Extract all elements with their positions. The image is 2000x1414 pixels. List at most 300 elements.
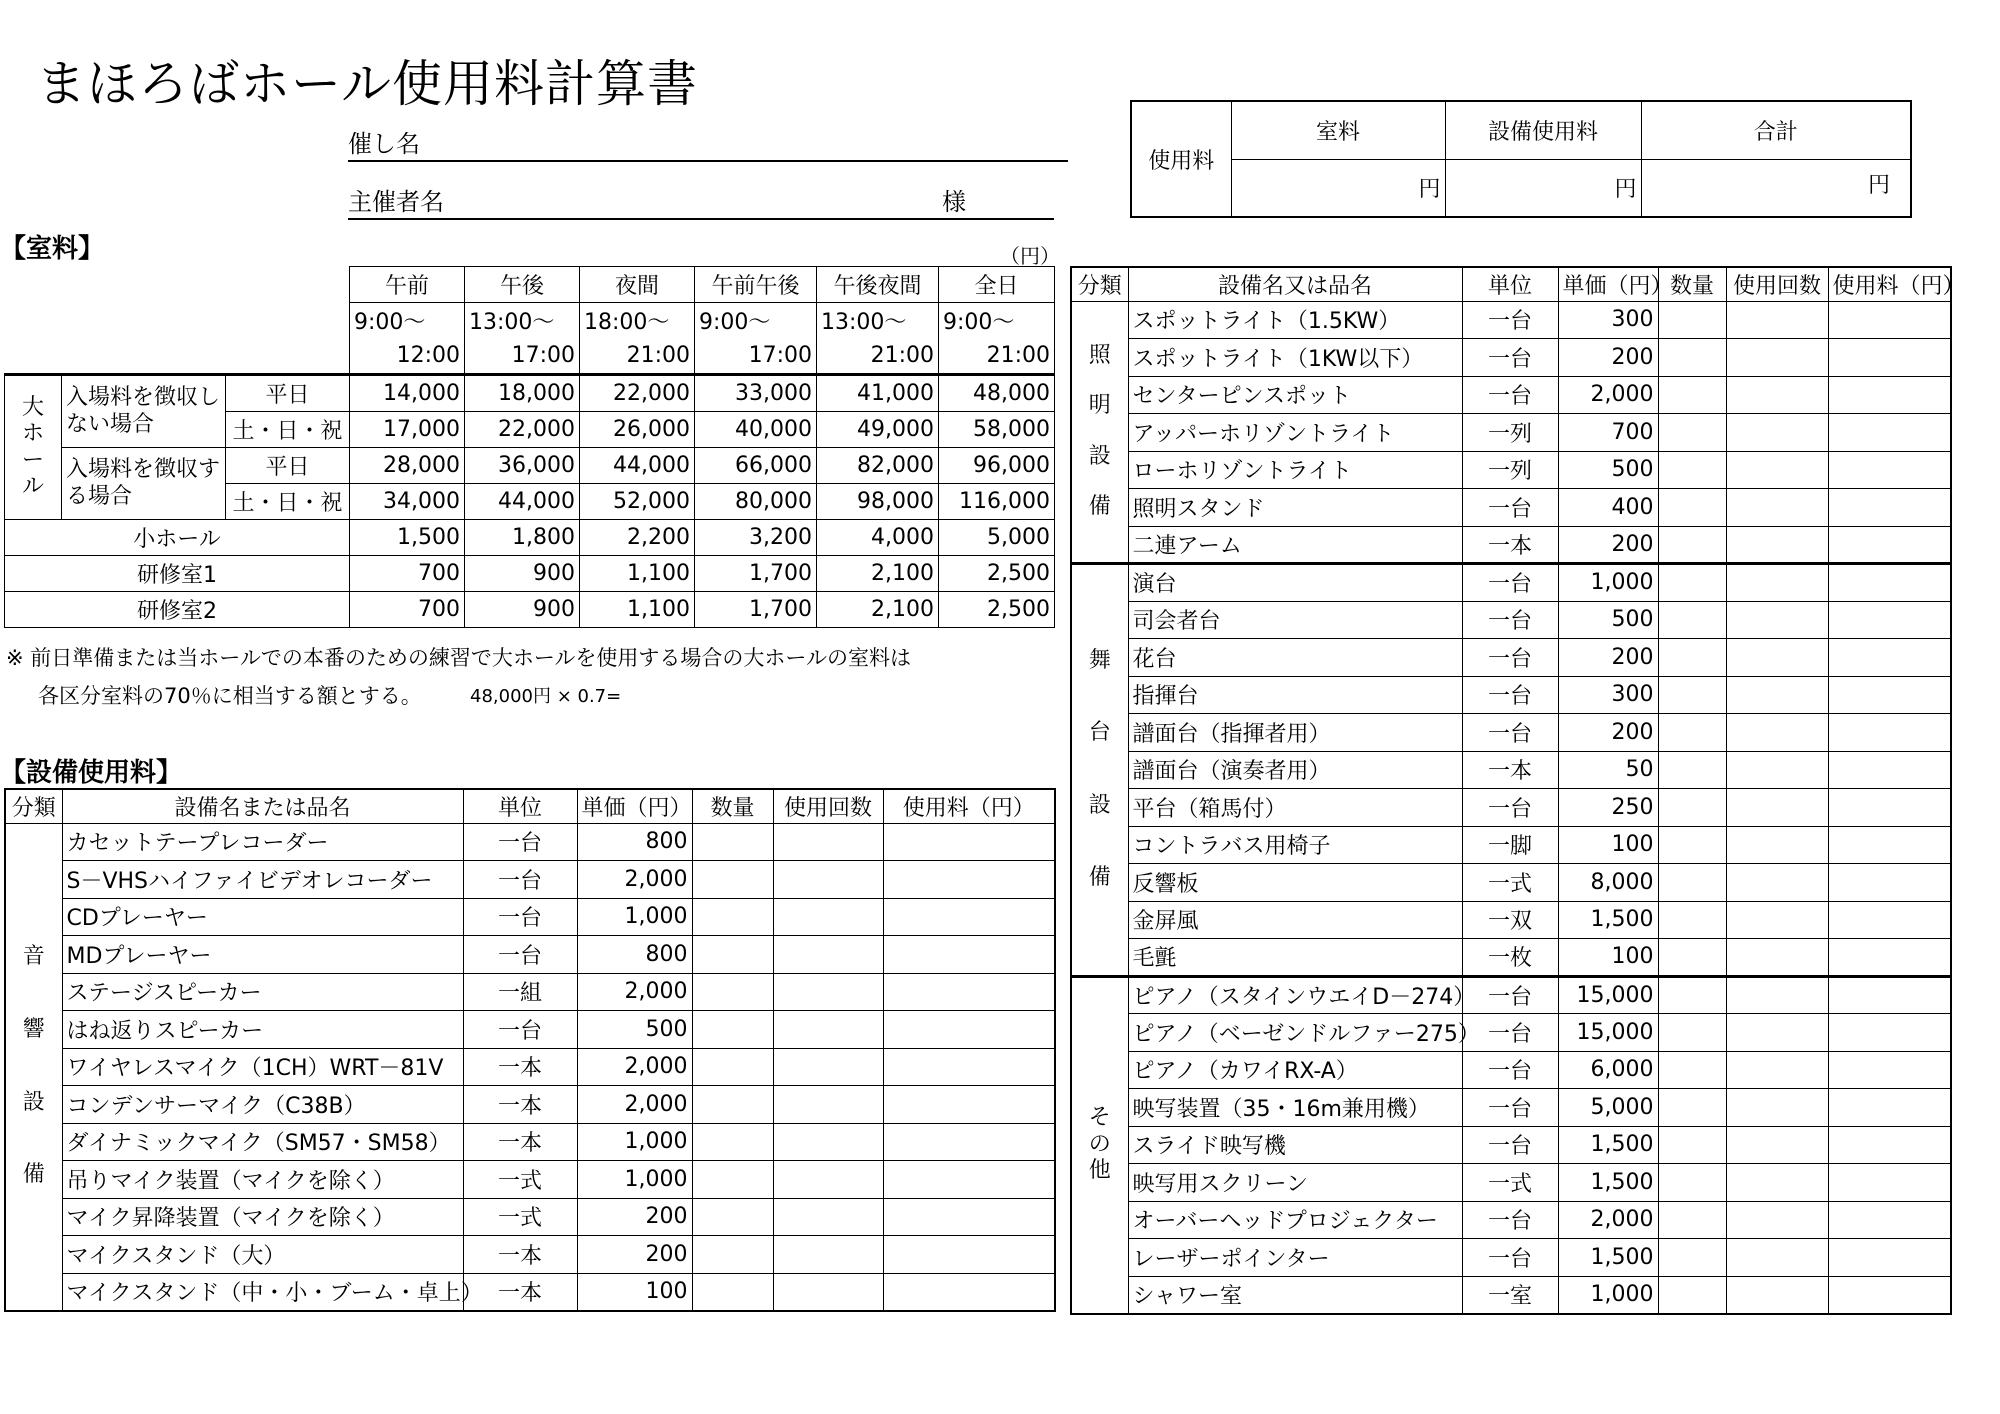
audio-equipment-table: [4, 788, 1056, 1312]
times-used-input-cell[interactable]: [1726, 1089, 1828, 1127]
header-quantity: 数量: [692, 789, 773, 823]
fee-input-cell[interactable]: [1828, 1201, 1951, 1239]
fee-cell: 14,000: [350, 375, 465, 412]
fee-input-cell[interactable]: [1828, 676, 1951, 714]
item-unit-price: 500: [1558, 451, 1658, 489]
fee-input-cell[interactable]: [1828, 1089, 1951, 1127]
header-times-used: 使用回数: [1726, 267, 1828, 301]
table-row: [1071, 376, 1951, 414]
item-unit: 一台: [463, 936, 577, 974]
quantity-input-cell[interactable]: [1658, 451, 1726, 489]
item-name: 譜面台（演奏者用）: [1128, 751, 1462, 789]
times-used-input-cell[interactable]: [1726, 489, 1828, 527]
fee-cell: 28,000: [350, 448, 465, 484]
fee-cell: 17,000: [350, 412, 465, 448]
quantity-input-cell[interactable]: [692, 1161, 773, 1199]
quantity-input-cell[interactable]: [1658, 526, 1726, 564]
fee-input-cell[interactable]: [1828, 1014, 1951, 1052]
item-name: レーザーポインター: [1128, 1239, 1462, 1277]
times-used-input-cell[interactable]: [1726, 1276, 1828, 1314]
times-used-input-cell[interactable]: [773, 1236, 883, 1274]
table-row: [1071, 676, 1951, 714]
table-row: [1071, 526, 1951, 564]
rehearsal-note-line2: 各区分室料の70％に相当する額とする。: [38, 684, 422, 708]
fee-input-cell[interactable]: [1828, 1276, 1951, 1314]
item-unit: 一台: [1462, 489, 1558, 527]
fee-cell: 80,000: [695, 484, 817, 520]
times-used-input-cell[interactable]: [1726, 1239, 1828, 1277]
quantity-input-cell[interactable]: [692, 1198, 773, 1236]
item-unit-price: 100: [1558, 826, 1658, 864]
fee-input-cell[interactable]: [1828, 1239, 1951, 1277]
item-unit-price: 8,000: [1558, 864, 1658, 902]
times-used-input-cell[interactable]: [773, 936, 883, 974]
item-name: 平台（箱馬付）: [1128, 789, 1462, 827]
fee-input-cell[interactable]: [1828, 376, 1951, 414]
fee-cell: 116,000: [939, 484, 1055, 520]
fee-cell: 1,100: [580, 556, 695, 592]
times-used-input-cell[interactable]: [1726, 1051, 1828, 1089]
times-used-input-cell[interactable]: [773, 973, 883, 1011]
item-unit: 一台: [1462, 714, 1558, 752]
col-header-afternoon-night: 午後夜間: [817, 267, 939, 303]
quantity-input-cell[interactable]: [692, 1048, 773, 1086]
fee-cell: 1,800: [465, 520, 580, 556]
fee-input-cell[interactable]: [883, 1161, 1055, 1199]
item-unit: 一台: [463, 898, 577, 936]
fee-cell: 900: [465, 556, 580, 592]
item-name: スポットライト（1.5KW）: [1128, 301, 1462, 339]
quantity-input-cell[interactable]: [1658, 1201, 1726, 1239]
times-used-input-cell[interactable]: [1726, 339, 1828, 377]
item-name: センターピンスポット: [1128, 376, 1462, 414]
organizer-name-line[interactable]: [348, 182, 1054, 220]
item-unit: 一台: [1462, 301, 1558, 339]
col-header-morning-afternoon: 午前午後: [695, 267, 817, 303]
end-time: 17:00: [465, 338, 580, 375]
fee-input-cell[interactable]: [1828, 1051, 1951, 1089]
start-time: 9:00～: [350, 303, 465, 339]
table-row: [1071, 826, 1951, 864]
times-used-input-cell[interactable]: [1726, 789, 1828, 827]
table-row: [1071, 1239, 1951, 1277]
times-used-input-cell[interactable]: [1726, 564, 1828, 602]
table-row: [1071, 414, 1951, 452]
yen-unit: 円: [1418, 177, 1441, 203]
times-used-input-cell[interactable]: [1726, 1164, 1828, 1202]
rehearsal-note-line1: ※ 前日準備または当ホールでの本番のための練習で大ホールを使用する場合の大ホールの室料は: [6, 646, 912, 670]
fee-input-cell[interactable]: [1828, 564, 1951, 602]
organizer-name-label: 主催者名: [348, 188, 444, 216]
item-name: はね返りスピーカー: [62, 1011, 463, 1049]
times-used-input-cell[interactable]: [1726, 451, 1828, 489]
quantity-input-cell[interactable]: [1658, 1126, 1726, 1164]
times-used-input-cell[interactable]: [773, 1048, 883, 1086]
times-used-input-cell[interactable]: [1726, 301, 1828, 339]
times-used-input-cell[interactable]: [773, 1086, 883, 1124]
table-row: [1071, 489, 1951, 527]
item-unit: 一台: [1462, 639, 1558, 677]
quantity-input-cell[interactable]: [692, 936, 773, 974]
item-unit: 一枚: [1462, 939, 1558, 977]
fee-cell: 700: [350, 556, 465, 592]
end-time: 21:00: [580, 338, 695, 375]
item-unit: 一台: [1462, 376, 1558, 414]
quantity-input-cell[interactable]: [692, 1273, 773, 1311]
item-unit-price: 2,000: [577, 861, 692, 899]
fee-input-cell[interactable]: [1828, 1164, 1951, 1202]
summary-header-room: 室料: [1231, 101, 1445, 159]
quantity-input-cell[interactable]: [1658, 676, 1726, 714]
item-unit-price: 2,000: [577, 973, 692, 1011]
summary-equipment-fee[interactable]: [1445, 159, 1641, 217]
quantity-input-cell[interactable]: [1658, 1089, 1726, 1127]
item-unit-price: 1,000: [1558, 1276, 1658, 1314]
summary-row-label: 使用料: [1131, 101, 1231, 217]
fee-cell: 2,500: [939, 592, 1055, 628]
fee-cell: 49,000: [817, 412, 939, 448]
fee-input-cell[interactable]: [1828, 601, 1951, 639]
item-unit: 一台: [1462, 564, 1558, 602]
table-row: [1071, 1051, 1951, 1089]
item-unit: 一台: [1462, 789, 1558, 827]
weekday-label: 平日: [226, 448, 350, 484]
times-used-input-cell[interactable]: [1726, 376, 1828, 414]
fee-cell: 82,000: [817, 448, 939, 484]
header-category: 分類: [1071, 267, 1128, 301]
fee-cell: 1,700: [695, 556, 817, 592]
quantity-input-cell[interactable]: [1658, 489, 1726, 527]
fee-input-cell[interactable]: [1828, 714, 1951, 752]
quantity-input-cell[interactable]: [1658, 1164, 1726, 1202]
times-used-input-cell[interactable]: [773, 823, 883, 861]
times-used-input-cell[interactable]: [773, 861, 883, 899]
event-name-line[interactable]: [348, 124, 1068, 162]
item-unit: 一台: [1462, 1201, 1558, 1239]
quantity-input-cell[interactable]: [1658, 1051, 1726, 1089]
table-row: [5, 861, 1055, 899]
item-name: 照明スタンド: [1128, 489, 1462, 527]
item-unit-price: 300: [1558, 676, 1658, 714]
fee-input-cell[interactable]: [883, 1273, 1055, 1311]
table-row: [5, 1048, 1055, 1086]
fee-cell: 33,000: [695, 375, 817, 412]
quantity-input-cell[interactable]: [692, 861, 773, 899]
fee-input-cell[interactable]: [1828, 526, 1951, 564]
end-time: 12:00: [350, 338, 465, 375]
header-unit: 単位: [1462, 267, 1558, 301]
times-used-input-cell[interactable]: [773, 1011, 883, 1049]
item-name: ピアノ（スタインウエイD－274）: [1128, 976, 1462, 1014]
item-unit-price: 200: [577, 1236, 692, 1274]
table-row: [5, 1273, 1055, 1311]
quantity-input-cell[interactable]: [692, 1086, 773, 1124]
item-unit: 一台: [463, 1011, 577, 1049]
times-used-input-cell[interactable]: [1726, 1014, 1828, 1052]
fee-input-cell[interactable]: [1828, 976, 1951, 1014]
quantity-input-cell[interactable]: [692, 1123, 773, 1161]
table-row: [1071, 751, 1951, 789]
header-fee: 使用料（円）: [1828, 267, 1951, 301]
col-header-all-day: 全日: [939, 267, 1055, 303]
item-name: MDプレーヤー: [62, 936, 463, 974]
times-used-input-cell[interactable]: [1726, 826, 1828, 864]
quantity-input-cell[interactable]: [1658, 1014, 1726, 1052]
quantity-input-cell[interactable]: [1658, 601, 1726, 639]
room-name-small-hall: 小ホール: [5, 520, 350, 556]
fee-input-cell[interactable]: [1828, 751, 1951, 789]
quantity-input-cell[interactable]: [1658, 751, 1726, 789]
quantity-input-cell[interactable]: [1658, 789, 1726, 827]
times-used-input-cell[interactable]: [1726, 901, 1828, 939]
fee-cell: 1,100: [580, 592, 695, 628]
quantity-input-cell[interactable]: [1658, 1239, 1726, 1277]
quantity-input-cell[interactable]: [1658, 376, 1726, 414]
quantity-input-cell[interactable]: [1658, 939, 1726, 977]
big-hall-label: 大ホール: [5, 375, 62, 520]
item-unit: 一本: [463, 1123, 577, 1161]
item-unit-price: 2,000: [577, 1086, 692, 1124]
times-used-input-cell[interactable]: [1726, 976, 1828, 1014]
table-row: [5, 973, 1055, 1011]
quantity-input-cell[interactable]: [692, 823, 773, 861]
item-unit-price: 800: [577, 936, 692, 974]
start-time: 13:00～: [465, 303, 580, 339]
table-row: [1071, 789, 1951, 827]
item-unit-price: 2,000: [577, 1048, 692, 1086]
item-unit: 一式: [1462, 864, 1558, 902]
header-unit-price: 単価（円）: [577, 789, 692, 823]
item-unit-price: 100: [1558, 939, 1658, 977]
quantity-input-cell[interactable]: [1658, 714, 1726, 752]
table-row: [1071, 1201, 1951, 1239]
table-row: [1071, 1164, 1951, 1202]
times-used-input-cell[interactable]: [1726, 864, 1828, 902]
table-row: [5, 1123, 1055, 1161]
times-used-input-cell[interactable]: [1726, 1126, 1828, 1164]
table-row: [1071, 1126, 1951, 1164]
fee-cell: 44,000: [580, 448, 695, 484]
quantity-input-cell[interactable]: [1658, 339, 1726, 377]
item-name: オーバーヘッドプロジェクター: [1128, 1201, 1462, 1239]
times-used-input-cell[interactable]: [1726, 714, 1828, 752]
item-name: 反響板: [1128, 864, 1462, 902]
start-time: 9:00～: [695, 303, 817, 339]
fee-input-cell[interactable]: [883, 1011, 1055, 1049]
times-used-input-cell[interactable]: [1726, 1201, 1828, 1239]
item-name: スライド映写機: [1128, 1126, 1462, 1164]
category-label: その他: [1071, 976, 1128, 1314]
quantity-input-cell[interactable]: [692, 898, 773, 936]
item-name: ローホリゾントライト: [1128, 451, 1462, 489]
times-used-input-cell[interactable]: [1726, 751, 1828, 789]
fee-input-cell[interactable]: [883, 1123, 1055, 1161]
header-quantity: 数量: [1658, 267, 1726, 301]
item-unit-price: 2,000: [1558, 376, 1658, 414]
fee-input-cell[interactable]: [883, 898, 1055, 936]
start-time: 9:00～: [939, 303, 1055, 339]
item-name: 演台: [1128, 564, 1462, 602]
fee-cell: 2,200: [580, 520, 695, 556]
item-name: マイクスタンド（大）: [62, 1236, 463, 1274]
quantity-input-cell[interactable]: [1658, 826, 1726, 864]
end-time: 17:00: [695, 338, 817, 375]
item-unit-price: 1,500: [1558, 901, 1658, 939]
times-used-input-cell[interactable]: [773, 1198, 883, 1236]
times-used-input-cell[interactable]: [1726, 414, 1828, 452]
summary-header-equipment: 設備使用料: [1445, 101, 1641, 159]
fee-cell: 66,000: [695, 448, 817, 484]
item-unit: 一台: [1462, 1239, 1558, 1277]
fee-input-cell[interactable]: [883, 973, 1055, 1011]
start-time: 13:00～: [817, 303, 939, 339]
fee-cell: 36,000: [465, 448, 580, 484]
fee-input-cell[interactable]: [883, 861, 1055, 899]
item-unit: 一台: [1462, 676, 1558, 714]
item-name: 花台: [1128, 639, 1462, 677]
table-row: [1071, 714, 1951, 752]
table-row: [1071, 639, 1951, 677]
room-name-training-1: 研修室1: [5, 556, 350, 592]
item-name: 二連アーム: [1128, 526, 1462, 564]
quantity-input-cell[interactable]: [1658, 864, 1726, 902]
item-unit: 一台: [463, 861, 577, 899]
with-admission-fee-label: 入場料を徴収する場合: [62, 448, 226, 520]
item-unit-price: 1,000: [577, 898, 692, 936]
item-name: 譜面台（指揮者用）: [1128, 714, 1462, 752]
quantity-input-cell[interactable]: [692, 1011, 773, 1049]
item-unit-price: 15,000: [1558, 1014, 1658, 1052]
category-label: 照明設備: [1071, 301, 1128, 564]
item-unit-price: 500: [1558, 601, 1658, 639]
item-unit-price: 5,000: [1558, 1089, 1658, 1127]
item-unit-price: 200: [1558, 714, 1658, 752]
fee-cell: 1,700: [695, 592, 817, 628]
fee-cell: 48,000: [939, 375, 1055, 412]
end-time: 21:00: [817, 338, 939, 375]
fee-input-cell[interactable]: [1828, 826, 1951, 864]
item-unit-price: 300: [1558, 301, 1658, 339]
fee-cell: 18,000: [465, 375, 580, 412]
fee-cell: 52,000: [580, 484, 695, 520]
fee-input-cell[interactable]: [883, 823, 1055, 861]
quantity-input-cell[interactable]: [1658, 976, 1726, 1014]
fee-input-cell[interactable]: [1828, 864, 1951, 902]
fee-cell: 44,000: [465, 484, 580, 520]
item-unit: 一脚: [1462, 826, 1558, 864]
item-unit-price: 200: [577, 1198, 692, 1236]
fee-input-cell[interactable]: [1828, 489, 1951, 527]
table-row: [1071, 1014, 1951, 1052]
times-used-input-cell[interactable]: [1726, 601, 1828, 639]
fee-input-cell[interactable]: [1828, 639, 1951, 677]
fee-input-cell[interactable]: [1828, 789, 1951, 827]
fee-cell: 41,000: [817, 375, 939, 412]
item-unit: 一列: [1462, 451, 1558, 489]
quantity-input-cell[interactable]: [1658, 1276, 1726, 1314]
quantity-input-cell[interactable]: [692, 973, 773, 1011]
room-fee-table: [4, 266, 1055, 628]
table-row: [5, 936, 1055, 974]
fee-cell: 2,500: [939, 556, 1055, 592]
quantity-input-cell[interactable]: [1658, 639, 1726, 677]
fee-input-cell[interactable]: [883, 936, 1055, 974]
fee-input-cell[interactable]: [1828, 1126, 1951, 1164]
quantity-input-cell[interactable]: [1658, 414, 1726, 452]
fee-cell: 900: [465, 592, 580, 628]
item-unit: 一台: [1462, 339, 1558, 377]
table-row: [5, 1161, 1055, 1199]
item-unit: 一台: [1462, 1089, 1558, 1127]
times-used-input-cell[interactable]: [1726, 939, 1828, 977]
item-unit: 一本: [1462, 526, 1558, 564]
table-row: [1071, 564, 1951, 602]
fee-cell: 1,500: [350, 520, 465, 556]
item-unit-price: 1,000: [577, 1161, 692, 1199]
table-row: [1071, 1089, 1951, 1127]
fee-input-cell[interactable]: [1828, 901, 1951, 939]
item-name: アッパーホリゾントライト: [1128, 414, 1462, 452]
times-used-input-cell[interactable]: [773, 1123, 883, 1161]
fee-input-cell[interactable]: [1828, 301, 1951, 339]
table-row: [5, 1086, 1055, 1124]
item-name: マイク昇降装置（マイクを除く）: [62, 1198, 463, 1236]
room-fee-unit: （円）: [1000, 244, 1060, 268]
item-unit: 一台: [1462, 1126, 1558, 1164]
fee-input-cell[interactable]: [1828, 339, 1951, 377]
summary-total-fee[interactable]: [1641, 159, 1911, 217]
organizer-suffix: 様: [942, 188, 966, 216]
table-row: [1071, 451, 1951, 489]
table-row: [5, 1198, 1055, 1236]
fee-input-cell[interactable]: [883, 1086, 1055, 1124]
fee-input-cell[interactable]: [1828, 414, 1951, 452]
item-unit-price: 500: [577, 1011, 692, 1049]
times-used-input-cell[interactable]: [1726, 526, 1828, 564]
item-name: シャワー室: [1128, 1276, 1462, 1314]
col-header-night: 夜間: [580, 267, 695, 303]
times-used-input-cell[interactable]: [773, 898, 883, 936]
fee-input-cell[interactable]: [1828, 939, 1951, 977]
rehearsal-note-calc: 48,000円 × 0.7=: [470, 686, 622, 707]
fee-cell: 98,000: [817, 484, 939, 520]
item-name: スポットライト（1KW以下）: [1128, 339, 1462, 377]
quantity-input-cell[interactable]: [692, 1236, 773, 1274]
fee-input-cell[interactable]: [1828, 451, 1951, 489]
quantity-input-cell[interactable]: [1658, 301, 1726, 339]
fee-input-cell[interactable]: [883, 1236, 1055, 1274]
fee-input-cell[interactable]: [883, 1048, 1055, 1086]
quantity-input-cell[interactable]: [1658, 901, 1726, 939]
times-used-input-cell[interactable]: [773, 1161, 883, 1199]
fee-input-cell[interactable]: [883, 1198, 1055, 1236]
yen-unit: 円: [1614, 177, 1637, 203]
category-label: 舞台設備: [1071, 564, 1128, 977]
table-row: [1071, 976, 1951, 1014]
table-row: [1071, 1276, 1951, 1314]
item-unit: 一台: [1462, 976, 1558, 1014]
quantity-input-cell[interactable]: [1658, 564, 1726, 602]
times-used-input-cell[interactable]: [773, 1273, 883, 1311]
times-used-input-cell[interactable]: [1726, 676, 1828, 714]
item-unit: 一式: [463, 1198, 577, 1236]
summary-room-fee[interactable]: [1231, 159, 1445, 217]
table-row: [5, 823, 1055, 861]
item-unit-price: 800: [577, 823, 692, 861]
header-fee: 使用料（円）: [883, 789, 1055, 823]
times-used-input-cell[interactable]: [1726, 639, 1828, 677]
item-unit-price: 250: [1558, 789, 1658, 827]
